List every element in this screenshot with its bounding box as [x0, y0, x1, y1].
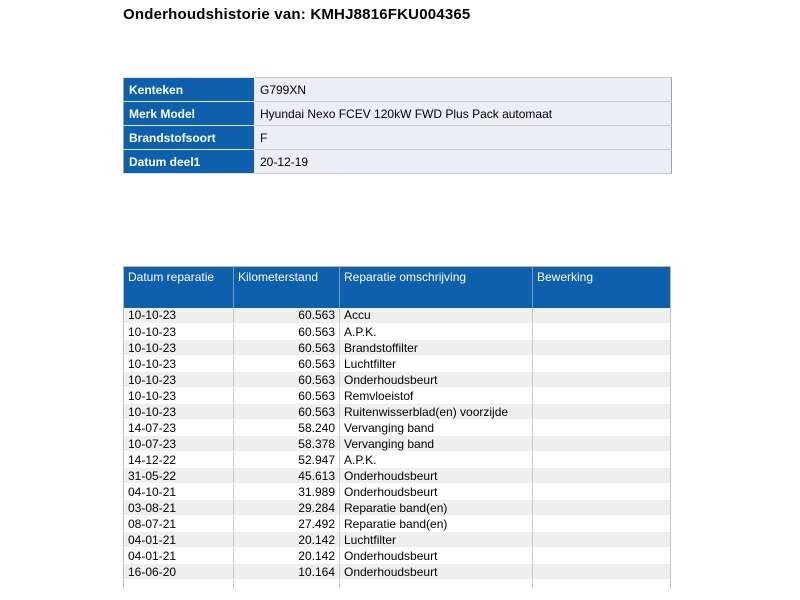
- description-cell: Vervanging band: [340, 420, 533, 436]
- bewerking-cell: [533, 500, 671, 516]
- km-cell: 58.378: [234, 436, 340, 452]
- table-row: [124, 436, 671, 452]
- date-cell: 10-07-23: [124, 436, 234, 452]
- date-cell: 10-10-23: [124, 388, 234, 404]
- date-cell: 10-10-23: [124, 324, 234, 340]
- history-table-header: [124, 267, 671, 308]
- km-cell: 27.492: [234, 516, 340, 532]
- bewerking-cell: [533, 516, 671, 532]
- km-cell: 29.284: [234, 500, 340, 516]
- table-row: [124, 452, 671, 468]
- vehicle-table-body: [124, 78, 672, 174]
- description-cell: Luchtfilter: [340, 356, 533, 372]
- description-cell: Ruitenwisserblad(en) voorzijde: [340, 404, 533, 420]
- description-cell: Brandstoffilter: [340, 340, 533, 356]
- table-row: [124, 372, 671, 388]
- km-cell: 60.563: [234, 340, 340, 356]
- vehicle-info-value: G799XN: [255, 78, 672, 102]
- description-cell: Onderhoudsbeurt: [340, 548, 533, 564]
- bewerking-cell: [533, 308, 671, 324]
- bewerking-cell: [533, 468, 671, 484]
- description-cell: [340, 580, 533, 590]
- km-cell: 60.563: [234, 308, 340, 324]
- history-table-body: [124, 308, 671, 580]
- table-row: [124, 484, 671, 500]
- date-cell: 10-10-23: [124, 356, 234, 372]
- bewerking-cell: [533, 388, 671, 404]
- vehicle-info-row: [124, 102, 672, 126]
- date-cell: 31-05-22: [124, 468, 234, 484]
- km-cell: 45.613: [234, 468, 340, 484]
- description-cell: Remvloeistof: [340, 388, 533, 404]
- description-cell: Onderhoudsbeurt: [340, 468, 533, 484]
- page-title: Onderhoudshistorie van: KMHJ8816FKU004365: [123, 6, 471, 23]
- table-row: [124, 500, 671, 516]
- description-cell: Onderhoudsbeurt: [340, 564, 533, 580]
- bewerking-cell: [533, 452, 671, 468]
- date-cell: 04-10-21: [124, 484, 234, 500]
- vehicle-info-row: [124, 150, 672, 174]
- table-row: [124, 516, 671, 532]
- bewerking-cell: [533, 340, 671, 356]
- bewerking-cell: [533, 564, 671, 580]
- date-cell: 04-01-21: [124, 532, 234, 548]
- km-cell: 58.240: [234, 420, 340, 436]
- description-cell: Luchtfilter: [340, 532, 533, 548]
- vehicle-info-value: F: [255, 126, 672, 150]
- table-row: [124, 356, 671, 372]
- date-cell: 04-01-21: [124, 548, 234, 564]
- table-row: [124, 420, 671, 436]
- table-row: [124, 532, 671, 548]
- date-cell: 14-07-23: [124, 420, 234, 436]
- km-cell: 60.563: [234, 324, 340, 340]
- bewerking-cell: [533, 372, 671, 388]
- bewerking-cell: [533, 356, 671, 372]
- vehicle-info-label: Datum deel1: [124, 150, 255, 174]
- column-header-bewerking: Bewerking: [533, 267, 671, 308]
- date-cell: 10-10-23: [124, 308, 234, 324]
- bewerking-cell: [533, 420, 671, 436]
- vehicle-info-row: [124, 126, 672, 150]
- km-cell: 10.164: [234, 564, 340, 580]
- table-row: [124, 308, 671, 324]
- bewerking-cell: [533, 436, 671, 452]
- vehicle-info-label: Brandstofsoort: [124, 126, 255, 150]
- bewerking-cell: [533, 484, 671, 500]
- description-cell: Reparatie band(en): [340, 516, 533, 532]
- km-cell: 60.563: [234, 404, 340, 420]
- table-row: [124, 548, 671, 564]
- bewerking-cell: [533, 532, 671, 548]
- vehicle-info-label: Kenteken: [124, 78, 255, 102]
- date-cell: 14-12-22: [124, 452, 234, 468]
- vehicle-info-value: Hyundai Nexo FCEV 120kW FWD Plus Pack automaat: [255, 102, 672, 126]
- km-cell: 60.563: [234, 356, 340, 372]
- column-header-kilometerstand: Kilometerstand: [234, 267, 340, 308]
- description-cell: Onderhoudsbeurt: [340, 372, 533, 388]
- maintenance-history-table: [123, 266, 671, 590]
- table-row: [124, 324, 671, 340]
- bewerking-cell: [533, 580, 671, 590]
- description-cell: Accu: [340, 308, 533, 324]
- date-cell: 16-06-20: [124, 564, 234, 580]
- history-header-row: [124, 267, 671, 308]
- km-cell: 31.989: [234, 484, 340, 500]
- km-cell: 60.563: [234, 372, 340, 388]
- table-row: [124, 468, 671, 484]
- table-row: [124, 388, 671, 404]
- description-cell: Onderhoudsbeurt: [340, 484, 533, 500]
- table-row: [124, 340, 671, 356]
- km-cell: 60.563: [234, 388, 340, 404]
- vehicle-info-value: 20-12-19: [255, 150, 672, 174]
- vehicle-info-label: Merk Model: [124, 102, 255, 126]
- column-header-reparatie-omschrijving: Reparatie omschrijving: [340, 267, 533, 308]
- description-cell: Reparatie band(en): [340, 500, 533, 516]
- table-row: [124, 404, 671, 420]
- km-cell: 52.947: [234, 452, 340, 468]
- km-cell: 20.142: [234, 548, 340, 564]
- table-row-partial: [124, 580, 671, 590]
- km-cell: 20.142: [234, 532, 340, 548]
- date-cell: 08-07-21: [124, 516, 234, 532]
- vehicle-info-table: [123, 77, 672, 174]
- date-cell: [124, 580, 234, 590]
- bewerking-cell: [533, 548, 671, 564]
- date-cell: 03-08-21: [124, 500, 234, 516]
- bewerking-cell: [533, 404, 671, 420]
- description-cell: A.P.K.: [340, 324, 533, 340]
- date-cell: 10-10-23: [124, 404, 234, 420]
- description-cell: A.P.K.: [340, 452, 533, 468]
- bewerking-cell: [533, 324, 671, 340]
- table-row: [124, 564, 671, 580]
- vehicle-info-row: [124, 78, 672, 102]
- column-header-datum-reparatie: Datum reparatie: [124, 267, 234, 308]
- date-cell: 10-10-23: [124, 372, 234, 388]
- date-cell: 10-10-23: [124, 340, 234, 356]
- km-cell: [234, 580, 340, 590]
- description-cell: Vervanging band: [340, 436, 533, 452]
- history-partial-row-clipped: [124, 580, 671, 590]
